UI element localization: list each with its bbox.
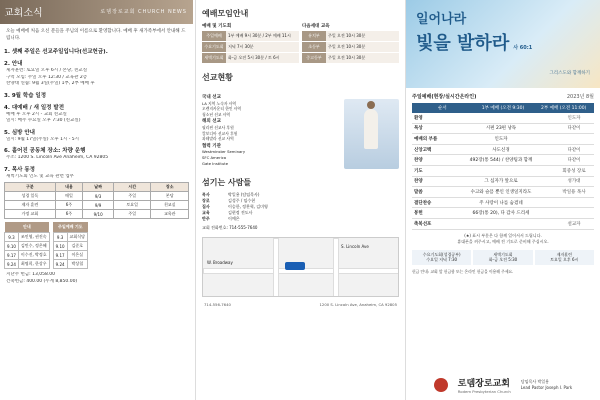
service-time: 주일 오전 10시 30분 <box>326 42 399 52</box>
pastor-name-en: Lead Pastor Joseph I. Park <box>520 385 573 390</box>
service-row <box>202 42 299 52</box>
service-time: 주일 오전 10시 30분 <box>326 31 399 41</box>
table-cell: 토요일 <box>114 201 151 210</box>
duty-row <box>53 251 87 260</box>
service-label: 새벽기도회 <box>202 53 226 63</box>
worship-info-panel <box>195 0 405 400</box>
duty-cell: 이은실 <box>67 251 87 260</box>
order-row <box>412 219 594 230</box>
news-section-line: 구역 모임: 주일 오후 12:30 / 교육관 2층 <box>6 74 88 80</box>
table-cell: 제자 훈련 <box>5 201 56 210</box>
order-item: 신앙고백 <box>414 147 432 153</box>
news-sections <box>0 44 193 180</box>
service-schedule <box>196 23 405 64</box>
map-address: 1200 S. Lincoln Ave, Anaheim, CA 92805 <box>319 302 397 307</box>
theme-banner <box>406 0 600 88</box>
duty-cell: 김준호 <box>67 242 87 251</box>
service-time: 저녁 7시 30분 <box>226 42 299 52</box>
order-row <box>412 155 594 166</box>
server-role: 목사 <box>202 192 210 197</box>
table-row <box>5 201 189 210</box>
table-row <box>5 210 189 219</box>
duty-cell: 조인영, 권진숙 <box>18 233 49 242</box>
table-cell: 성경 일독 <box>5 192 56 201</box>
news-section-title: 2. 안내 <box>4 61 23 67</box>
banner-subtitle: 그리스도와 함께하기 <box>549 71 590 76</box>
ministry-item: 오렌지카운티 한인 사역 <box>202 106 242 112</box>
ministry-item: 필리핀 선교사 후원 <box>202 124 234 130</box>
church-footer <box>406 370 600 400</box>
map-footer <box>196 300 405 309</box>
duty-row <box>53 260 87 269</box>
order-content: 인도자 <box>494 136 508 142</box>
service-label: 주일예배 <box>202 31 226 41</box>
order-row <box>412 177 594 188</box>
worship-head: 예배 및 기도회 <box>202 24 232 29</box>
news-title: 교회소식 <box>4 8 43 19</box>
schedule-box <box>412 250 471 265</box>
table-cell: 주일 <box>114 210 151 219</box>
ministry-item: 캄보디아 선교사 후원 <box>202 130 238 136</box>
church-name-en: Rodem Presbyterian Church <box>457 389 511 394</box>
street-label-2: S. Lincoln Ave <box>341 244 369 249</box>
duty-cell: 최명희, 한상우 <box>18 260 49 269</box>
banner-verse-ref: 사 60:1 <box>513 45 533 51</box>
order-leader: 인도자 <box>567 115 581 121</box>
table-cell: 9/3 <box>83 192 114 201</box>
duty-row <box>5 251 50 260</box>
service-label: 수요기도회 <box>202 42 226 52</box>
server-names: 김성주 / 임수현 <box>228 198 256 203</box>
duty-cell: 9.24 <box>5 260 19 269</box>
duty-cell: 9.3 <box>5 233 19 242</box>
education-column <box>302 23 399 64</box>
order-title: 주일예배(현장/실시간온라인) <box>412 94 477 100</box>
offering-total: 지난주 헌금: 13,058.00 <box>6 272 56 277</box>
news-section-title: 1. 셋째 주일은 선교주일입니다(선교헌금). <box>4 49 108 55</box>
service-label: 유치부 <box>302 31 326 41</box>
ministry-category: 해외 선교 <box>202 119 221 125</box>
duty-cell: 9.17 <box>5 251 19 260</box>
church-contact: 교회 전화번호: 714-555-7640 <box>202 225 258 230</box>
news-header <box>0 0 193 24</box>
schedule-title: 수요기도회(성경공부) <box>422 251 461 257</box>
jesus-illustration <box>344 99 399 169</box>
table-cell: 매일 <box>55 192 83 201</box>
location-map <box>202 237 399 297</box>
ministry-item: SFC America <box>202 154 227 160</box>
building-fund: 건축헌금: 400.00 (누계 8,850.00) <box>6 278 78 284</box>
news-section-title: 3. 9월 학습 일정 <box>4 92 47 99</box>
order-leader: 회중성 장로 <box>562 168 586 174</box>
order-item: 축복선포 <box>414 221 432 227</box>
order-leader: 다같이 <box>567 147 581 153</box>
table-row <box>5 192 189 201</box>
prayer-duty-table <box>53 222 88 269</box>
map-road-vertical <box>273 238 279 297</box>
order-note: (★) 표시 부분은 다 함께 일어서서 드립니다. 휴대폰을 꺼주시고, 예배 전 기도로 준비해 주십시오. <box>457 232 549 244</box>
order-item: 기도 <box>414 168 423 174</box>
duty-cell: 9.3 <box>53 233 67 242</box>
schedule-title: 새벽기도회 <box>493 251 513 257</box>
service-row <box>302 42 399 52</box>
order-leader: 다같이 <box>567 126 581 132</box>
order-column-header: 순서 <box>437 106 447 111</box>
order-item: 환영 <box>414 115 423 121</box>
table-header: 장소 <box>151 183 189 192</box>
order-row <box>412 124 594 135</box>
ministry-title: 선교현황 <box>202 73 233 82</box>
order-leader: 박일용 목사 <box>562 189 586 195</box>
table-header: 구분 <box>5 183 56 192</box>
news-section-title: 6. 흩어진 공동체 장소: 차량 운행 <box>4 148 86 154</box>
schedule-box <box>473 250 532 265</box>
duty-row <box>5 233 50 242</box>
table-header: 날짜 <box>83 183 114 192</box>
service-row <box>302 53 399 63</box>
order-item: 찬양 <box>414 158 423 164</box>
banner-line-1: 일어나라 <box>416 12 467 27</box>
offering-note: 헌금 안내: 교회 앞 헌금함 또는 온라인 헌금을 이용해 주세요. <box>412 268 514 274</box>
worship-column <box>202 23 299 64</box>
schedule-time: 수요일 저녁 7:30 <box>426 257 458 263</box>
schedule-time: 화-금 오전 5:30 <box>488 257 518 263</box>
worship-info-title: 예배모임안내 <box>202 9 249 18</box>
table-cell: 6주 <box>55 201 83 210</box>
order-leader: 설교자 <box>567 221 581 227</box>
banner-line-2: 빛을 발하라 사 60:1 <box>416 33 533 54</box>
server-names: 김현정 전도사 <box>228 210 253 215</box>
duty-row <box>53 233 87 242</box>
order-content: 492장(통 544) / 찬양팀과 함께 <box>469 158 533 164</box>
street-label-1: W. Broadway <box>207 260 233 265</box>
table-cell: 9/10 <box>83 210 114 219</box>
server-role: 집사 <box>202 204 210 209</box>
news-section-title: 4. 대예배 / 새 일정 발전 <box>4 104 65 111</box>
order-row <box>412 198 594 209</box>
order-content: 시편 23편 낭독 <box>485 126 517 132</box>
order-content: 사도신경 <box>492 147 510 153</box>
order-item: 예배의 부름 <box>414 136 438 142</box>
server-role: 반주 <box>202 216 210 221</box>
server-names: 이승한, 정찬혁, 김미영 <box>228 204 268 209</box>
service-label: 중고등부 <box>302 53 326 63</box>
order-item: 말씀 <box>414 189 423 195</box>
table-cell: 가정 교회 <box>5 210 56 219</box>
order-content: 수고와 슬픔 뿐인 인생일지라도 <box>470 189 532 195</box>
duty-cell: 이수진, 박정호 <box>18 251 49 260</box>
ministry-item: 청소년 선교 사역 <box>202 111 231 117</box>
service-row <box>202 53 299 63</box>
study-table <box>4 182 189 219</box>
service-time: 1부 예배 9시 30분 / 2부 예배 11시 <box>226 31 299 41</box>
prayer-duty-title: 주일예배 기도 <box>53 222 87 233</box>
table-cell: 친교실 <box>151 201 189 210</box>
duty-cell: 9.10 <box>5 242 19 251</box>
order-column-header: 2부 예배 (오전 11:00) <box>540 106 587 111</box>
ministry-item: LA 지역 노숙자 사역 <box>202 100 237 106</box>
order-content: 주 사랑이 나를 숨겼네 <box>479 200 523 206</box>
server-role: 장로 <box>202 198 210 203</box>
table-cell: 주일 <box>114 192 151 201</box>
schedule-box <box>535 250 594 265</box>
news-section-line: 일시: 매주 수요일 오후 7:30 (친교실) <box>6 118 81 123</box>
news-section-title: 5. 심방 안내 <box>4 129 35 136</box>
duty-row <box>5 242 50 251</box>
order-rows <box>406 113 600 230</box>
duty-cell: 김민수, 정은혜 <box>18 242 49 251</box>
order-content: 66장(통 20), 다 감사 드리세 <box>472 211 530 217</box>
church-name: 로뎀장로교회 <box>457 379 510 389</box>
servers-list <box>196 192 405 222</box>
usher-table <box>4 222 50 269</box>
worship-order-panel <box>405 0 600 400</box>
table-cell: 교육관 <box>151 210 189 219</box>
news-section-line: 찬양대 연습: 9월 3일(주일) 1부, 2부 예배 후 <box>6 81 95 86</box>
education-head: 다음세대 교육 <box>302 24 330 29</box>
duty-cell: 9.10 <box>53 242 67 251</box>
ministry-section <box>196 87 405 169</box>
order-content: 그 십자가 앞으로 <box>484 179 518 185</box>
church-news-panel <box>0 0 193 400</box>
duty-cell: 박상철 <box>67 260 87 269</box>
order-row <box>412 166 594 177</box>
news-subtitle: 로뎀장로교회 CHURCH NEWS <box>100 9 187 15</box>
order-row <box>412 113 594 124</box>
ministry-item: Gate Institute <box>202 160 229 166</box>
order-leader: 성가대 <box>567 179 581 185</box>
church-location-pin <box>285 262 305 270</box>
ministry-list <box>202 93 340 169</box>
order-item: 묵상 <box>414 126 423 132</box>
order-header <box>406 88 600 103</box>
weekly-schedule <box>412 250 594 265</box>
church-logo-icon <box>434 378 448 392</box>
news-section-line: 주소: 1200 S. Lincoln Ave Anaheim, CA 92805 <box>6 155 109 160</box>
news-section-line: 예배 후 오후 2시 - 교회 친교실 <box>6 111 67 117</box>
duty-row <box>5 260 50 269</box>
schedule-title: 제자훈련 <box>556 251 573 257</box>
table-cell: 6주 <box>55 210 83 219</box>
news-intro: 오늘 예배에 처음 오신 분들을 주님의 이름으로 환영합니다. 예배 후 새가족부에서 안내해 드립니다. <box>6 29 186 41</box>
table-cell: 본당 <box>151 192 189 201</box>
news-section-line: 새벽기도회 인도 및 교육 관련 업무 <box>6 173 75 179</box>
ministry-category: 협력 기관 <box>202 143 221 149</box>
servers-title: 섬기는 사람들 <box>202 178 252 187</box>
map-phone: 714-556-7640 <box>204 302 231 307</box>
table-header: 시간 <box>114 183 151 192</box>
order-column-header: 1부 예배 (오전 9:30) <box>481 106 525 111</box>
duty-cell: 9.24 <box>53 260 67 269</box>
table-header: 내용 <box>55 183 83 192</box>
order-leader: 다같이 <box>567 158 581 164</box>
service-label: 초등부 <box>302 42 326 52</box>
ministry-item: Westminster Seminary <box>202 149 246 155</box>
service-row <box>202 31 299 41</box>
service-time: 화-금 오전 5시 30분 / 토 6시 <box>226 53 299 63</box>
map-road-vertical-2 <box>333 238 339 297</box>
server-names: 박일용 (담임목사) <box>228 192 260 197</box>
table-cell: 9/9 <box>83 201 114 210</box>
news-section-title: 7. 목사 동정 <box>4 166 35 173</box>
ministry-item: 과테말라 선교 사역 <box>202 136 234 142</box>
order-item: 찬양 <box>414 179 423 185</box>
order-item: 봉헌 <box>414 211 423 217</box>
ministry-category: 국내 선교 <box>202 95 221 100</box>
duty-row <box>53 242 87 251</box>
news-section-line: 일시: 9월 17일(주일) 오후 1시 - 5시 <box>6 136 80 142</box>
order-date: 2023년 8월 <box>566 94 594 100</box>
order-columns <box>412 103 594 113</box>
order-item: 결단찬송 <box>414 200 432 206</box>
order-row <box>412 134 594 145</box>
schedule-time: 토요일 오후 6시 <box>550 257 579 263</box>
service-row <box>302 31 399 41</box>
usher-title: 안내 <box>5 222 50 233</box>
duty-tables <box>4 222 189 269</box>
order-row <box>412 187 594 198</box>
order-row <box>412 145 594 156</box>
news-section-line: 제자훈련: 토요일 오후 6시 / 본당, 친교실 <box>6 68 88 73</box>
duty-cell: 9.17 <box>53 251 67 260</box>
server-names: 이예은 <box>228 216 240 221</box>
duty-cell: 교회식당 <box>67 233 87 242</box>
server-role: 교육 <box>202 210 210 215</box>
pastor-name: 담임목사 박일용 <box>520 379 550 384</box>
service-time: 주일 오전 10시 30분 <box>326 53 399 63</box>
order-row <box>412 208 594 219</box>
